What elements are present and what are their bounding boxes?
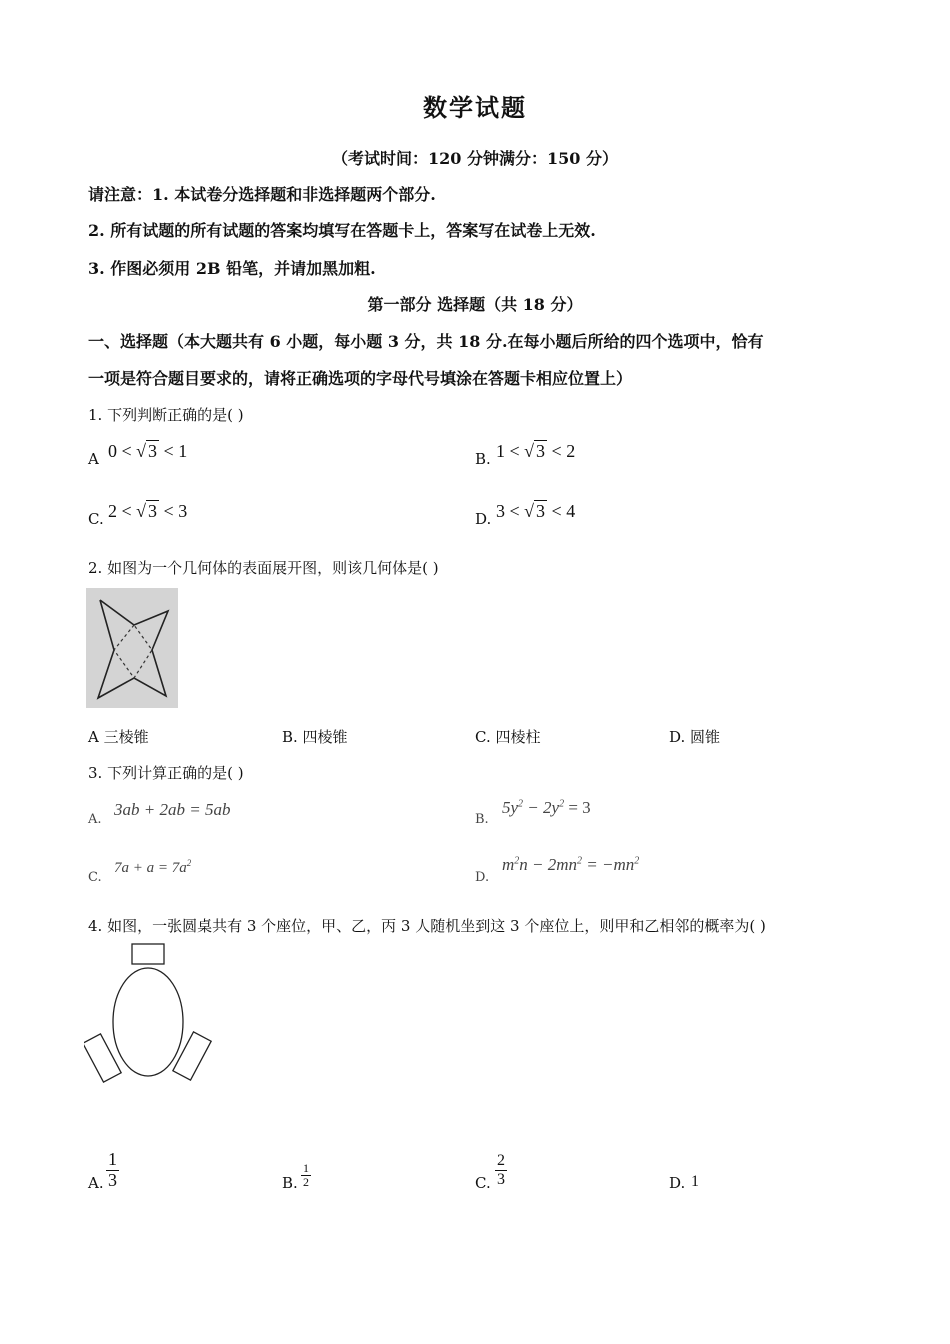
q1-a-left: 0 < [108, 441, 132, 461]
q3-d-eq: = −mn [582, 855, 635, 874]
q3-b-part2: − 2y [523, 798, 560, 817]
exam-info: （考试时间：120 分钟满分：150 分） [332, 149, 618, 168]
q4-option-c-fraction [495, 1152, 507, 1188]
q2-option-d: D. 圆锥 [669, 728, 721, 746]
q3-c-exponent: 2 [186, 858, 192, 868]
q1-b-left: 1 < [496, 441, 520, 461]
q4-option-a-fraction [106, 1150, 119, 1191]
q4-option-d-label: D. [669, 1174, 686, 1192]
q1-option-d-expression [496, 500, 575, 522]
q3-option-c-expression [114, 858, 191, 877]
q1-a-radicand: 3 [148, 441, 158, 461]
page-title: 数学试题 [423, 93, 527, 122]
q4-c-numerator: 2 [497, 1152, 505, 1169]
seat-right [173, 1032, 211, 1080]
q1-a-right: < 1 [163, 441, 188, 461]
q3-b-part1: 5y [502, 798, 519, 817]
q1-b-right: < 2 [551, 441, 576, 461]
q3-b-part3: = 3 [564, 798, 591, 817]
q1-option-a-label: A [88, 450, 99, 468]
q1-d-left: 3 < [496, 501, 520, 521]
question-4-stem: 4. 如图，一张圆桌共有 3 个座位，甲、乙，丙 3 人随机坐到这 3 个座位上，则甲和乙相邻的概率为( ) [88, 917, 766, 935]
q1-d-radicand: 3 [536, 501, 546, 521]
sqrt-symbol: √ 3 [524, 441, 546, 461]
round-table-diagram [84, 940, 214, 1086]
sqrt-symbol: √ 3 [136, 501, 158, 521]
q1-option-c-expression [108, 500, 187, 522]
q4-option-b-label: B. [282, 1174, 298, 1192]
net-diagram-drawing [86, 588, 178, 708]
q3-b-exponent2: 2 [559, 798, 565, 810]
q3-d-exp1: 2 [514, 855, 520, 867]
q4-option-d-value: 1 [691, 1173, 699, 1190]
q3-option-a-expression: 3ab + 2ab = 5ab [114, 800, 231, 819]
net-diagram-photo [86, 588, 178, 708]
question-1-stem: 1. 下列判断正确的是( ) [88, 406, 244, 424]
q1-option-b-expression [496, 440, 575, 462]
q3-option-a-label: A. [88, 812, 102, 827]
note-1: 请注意：1. 本试卷分选择题和非选择题两个部分. [88, 185, 436, 204]
q3-option-c-label: C. [88, 870, 102, 885]
q3-option-b-expression [502, 798, 591, 818]
q3-option-d-label: D. [475, 870, 490, 885]
q1-c-left: 2 < [108, 501, 132, 521]
q1-c-right: < 3 [163, 501, 188, 521]
q4-option-a-label: A. [88, 1174, 104, 1192]
note-3: 3. 作图必须用 2B 铅笔，并请加黑加粗. [88, 259, 376, 278]
q1-b-radicand: 3 [536, 441, 546, 461]
q3-d-exp3: 2 [634, 855, 640, 867]
q4-option-c-label: C. [475, 1174, 491, 1192]
q1-option-a-expression [108, 440, 187, 462]
seat-top [132, 944, 164, 964]
q1-d-right: < 4 [551, 501, 576, 521]
q2-option-b: B. 四棱锥 [282, 728, 348, 746]
section1-instructions-line2: 一项是符合题目要求的，请将正确选项的字母代号填涂在答题卡相应位置上） [88, 369, 633, 388]
q3-d-mid: n − 2mn [519, 855, 578, 874]
q3-option-d-expression [502, 855, 639, 875]
q3-option-b-label: B. [475, 812, 489, 827]
q4-c-denominator: 3 [497, 1170, 505, 1188]
q1-option-c-label: C. [88, 510, 104, 528]
q2-option-c: C. 四棱柱 [475, 728, 541, 746]
question-3-stem: 3. 下列计算正确的是( ) [88, 764, 244, 782]
q4-b-denominator: 2 [303, 1175, 309, 1190]
section1-instructions-line1: 一、选择题（本大题共有 6 小题，每小题 3 分，共 18 分.在每小题后所给的四个选项中，恰有 [88, 332, 764, 351]
part1-heading: 第一部分 选择题（共 18 分） [367, 295, 583, 314]
q1-option-d-label: D. [475, 510, 492, 528]
q4-option-b-fraction [301, 1162, 311, 1189]
q1-option-b-label: B. [475, 450, 491, 468]
q4-b-numerator: 1 [303, 1161, 309, 1175]
round-table [113, 968, 183, 1076]
q3-d-m: m [502, 855, 515, 874]
q4-a-numerator: 1 [108, 1149, 117, 1169]
question-2-stem: 2. 如图为一个几何体的表面展开图，则该几何体是( ) [88, 559, 439, 577]
sqrt-symbol: √ 3 [136, 441, 158, 461]
q2-option-a: A 三棱锥 [88, 728, 149, 746]
q3-c-part1: 7a + a = 7a [114, 860, 187, 876]
sqrt-symbol: √ 3 [524, 501, 546, 521]
q3-d-exp2: 2 [577, 855, 583, 867]
q3-b-exponent1: 2 [518, 798, 524, 810]
note-2: 2. 所有试题的所有试题的答案均填写在答题卡上，答案写在试卷上无效. [88, 221, 596, 240]
q4-a-denominator: 3 [108, 1169, 117, 1190]
q1-c-radicand: 3 [148, 501, 158, 521]
